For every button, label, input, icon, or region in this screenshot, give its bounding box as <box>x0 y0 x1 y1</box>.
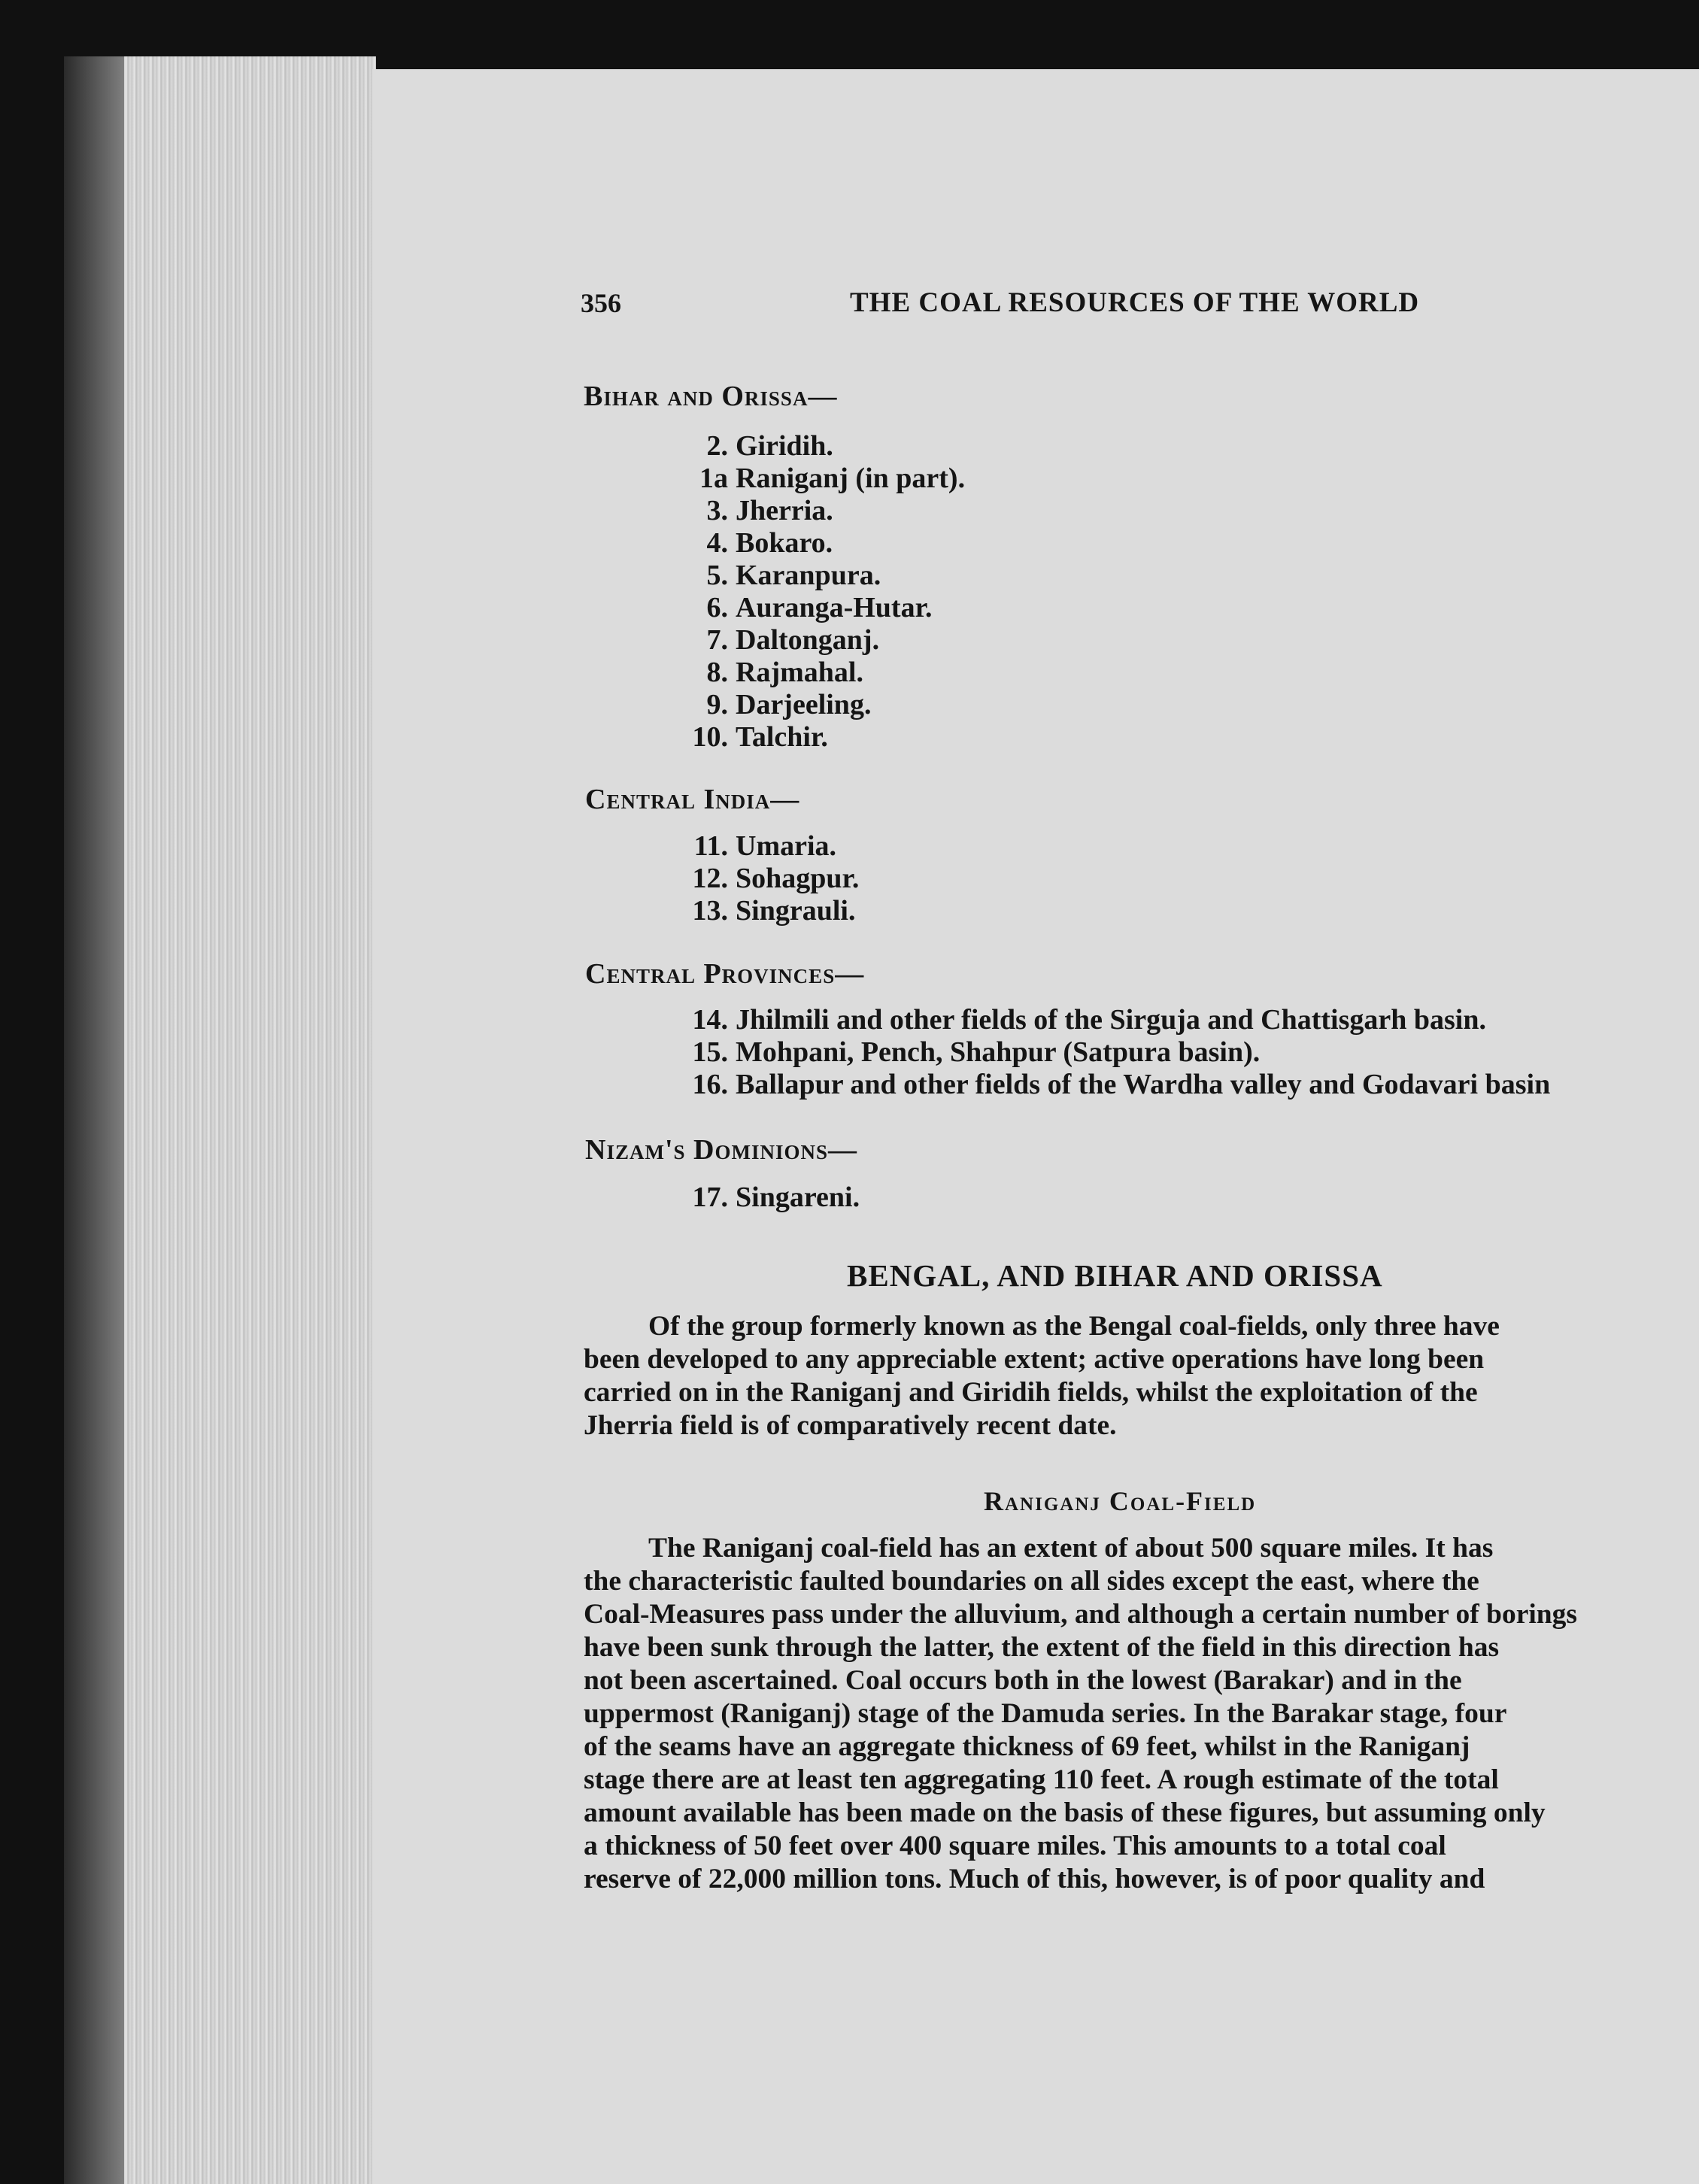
group-heading-bihar-orissa: Bihar and Orissa— <box>584 381 838 412</box>
list-item: 1a Raniganj (in part). <box>699 463 966 494</box>
text-line: carried on in the Raniganj and Giridih fields, whilst the exploitation of the <box>584 1377 1478 1408</box>
text-line: Of the group formerly known as the Bengal coal-fields, only three have <box>648 1311 1500 1342</box>
list-item: 6. Auranga-Hutar. <box>706 592 933 623</box>
list-item: 13. Singrauli. <box>692 895 856 927</box>
list-item: 4. Bokaro. <box>706 527 833 559</box>
text-line: stage there are at least ten aggregating 110 feet. A rough estimate of the total <box>584 1764 1499 1795</box>
text-line: reserve of 22,000 million tons. Much of this, however, is of poor quality and <box>584 1864 1485 1894</box>
list-item: 12. Sohagpur. <box>692 863 860 894</box>
list-item: 11. Umaria. <box>693 830 837 862</box>
list-item: 3. Jherria. <box>706 495 833 526</box>
group-heading-central-india: Central India— <box>585 784 800 815</box>
text-line: The Raniganj coal-field has an extent of about 500 square miles. It has <box>648 1533 1494 1564</box>
text-line: the characteristic faulted boundaries on all sides except the east, where the <box>584 1566 1479 1597</box>
list-item: 17. Singareni. <box>692 1181 860 1213</box>
group-heading-nizams-dominions: Nizam's Dominions— <box>585 1134 857 1166</box>
text-line: been developed to any appreciable extent; active operations have long been <box>584 1344 1485 1375</box>
text-line: not been ascertained. Coal occurs both in the lowest (Barakar) and in the <box>584 1665 1462 1696</box>
list-item: 5. Karanpura. <box>706 560 881 591</box>
book-spine-shadow <box>64 56 132 2184</box>
section-heading: BENGAL, AND BIHAR AND ORISSA <box>847 1258 1383 1293</box>
list-item: 16. Ballapur and other fields of the Wardha valley and Godavari basin <box>692 1069 1551 1100</box>
text-line: a thickness of 50 feet over 400 square miles. This amounts to a total coal <box>584 1831 1446 1861</box>
text-line: Jherria field is of comparatively recent date. <box>584 1410 1117 1441</box>
list-item: 14. Jhilmili and other fields of the Sirguja and Chattisgarh basin. <box>692 1004 1487 1036</box>
text-line: Coal-Measures pass under the alluvium, and although a certain number of borings <box>584 1599 1577 1630</box>
page-number: 356 <box>581 288 621 318</box>
list-item: 15. Mohpani, Pench, Shahpur (Satpura basin). <box>692 1036 1261 1068</box>
text-line: have been sunk through the latter, the extent of the field in this direction has <box>584 1632 1500 1663</box>
list-item: 10. Talchir. <box>692 721 828 753</box>
group-heading-central-provinces: Central Provinces— <box>585 958 865 990</box>
text-line: amount available has been made on the basis of these figures, but assuming only <box>584 1797 1546 1828</box>
page-edges <box>124 56 376 2184</box>
subheading: Raniganj Coal-Field <box>984 1486 1257 1516</box>
list-item: 8. Rajmahal. <box>706 657 863 688</box>
list-item: 9. Darjeeling. <box>706 689 872 720</box>
list-item: 2. Giridih. <box>706 430 833 462</box>
text-line: uppermost (Raniganj) stage of the Damuda series. In the Barakar stage, four <box>584 1698 1507 1729</box>
running-head: THE COAL RESOURCES OF THE WORLD <box>850 287 1420 318</box>
text-line: of the seams have an aggregate thickness of 69 feet, whilst in the Raniganj <box>584 1731 1470 1762</box>
list-item: 7. Daltonganj. <box>706 624 880 656</box>
